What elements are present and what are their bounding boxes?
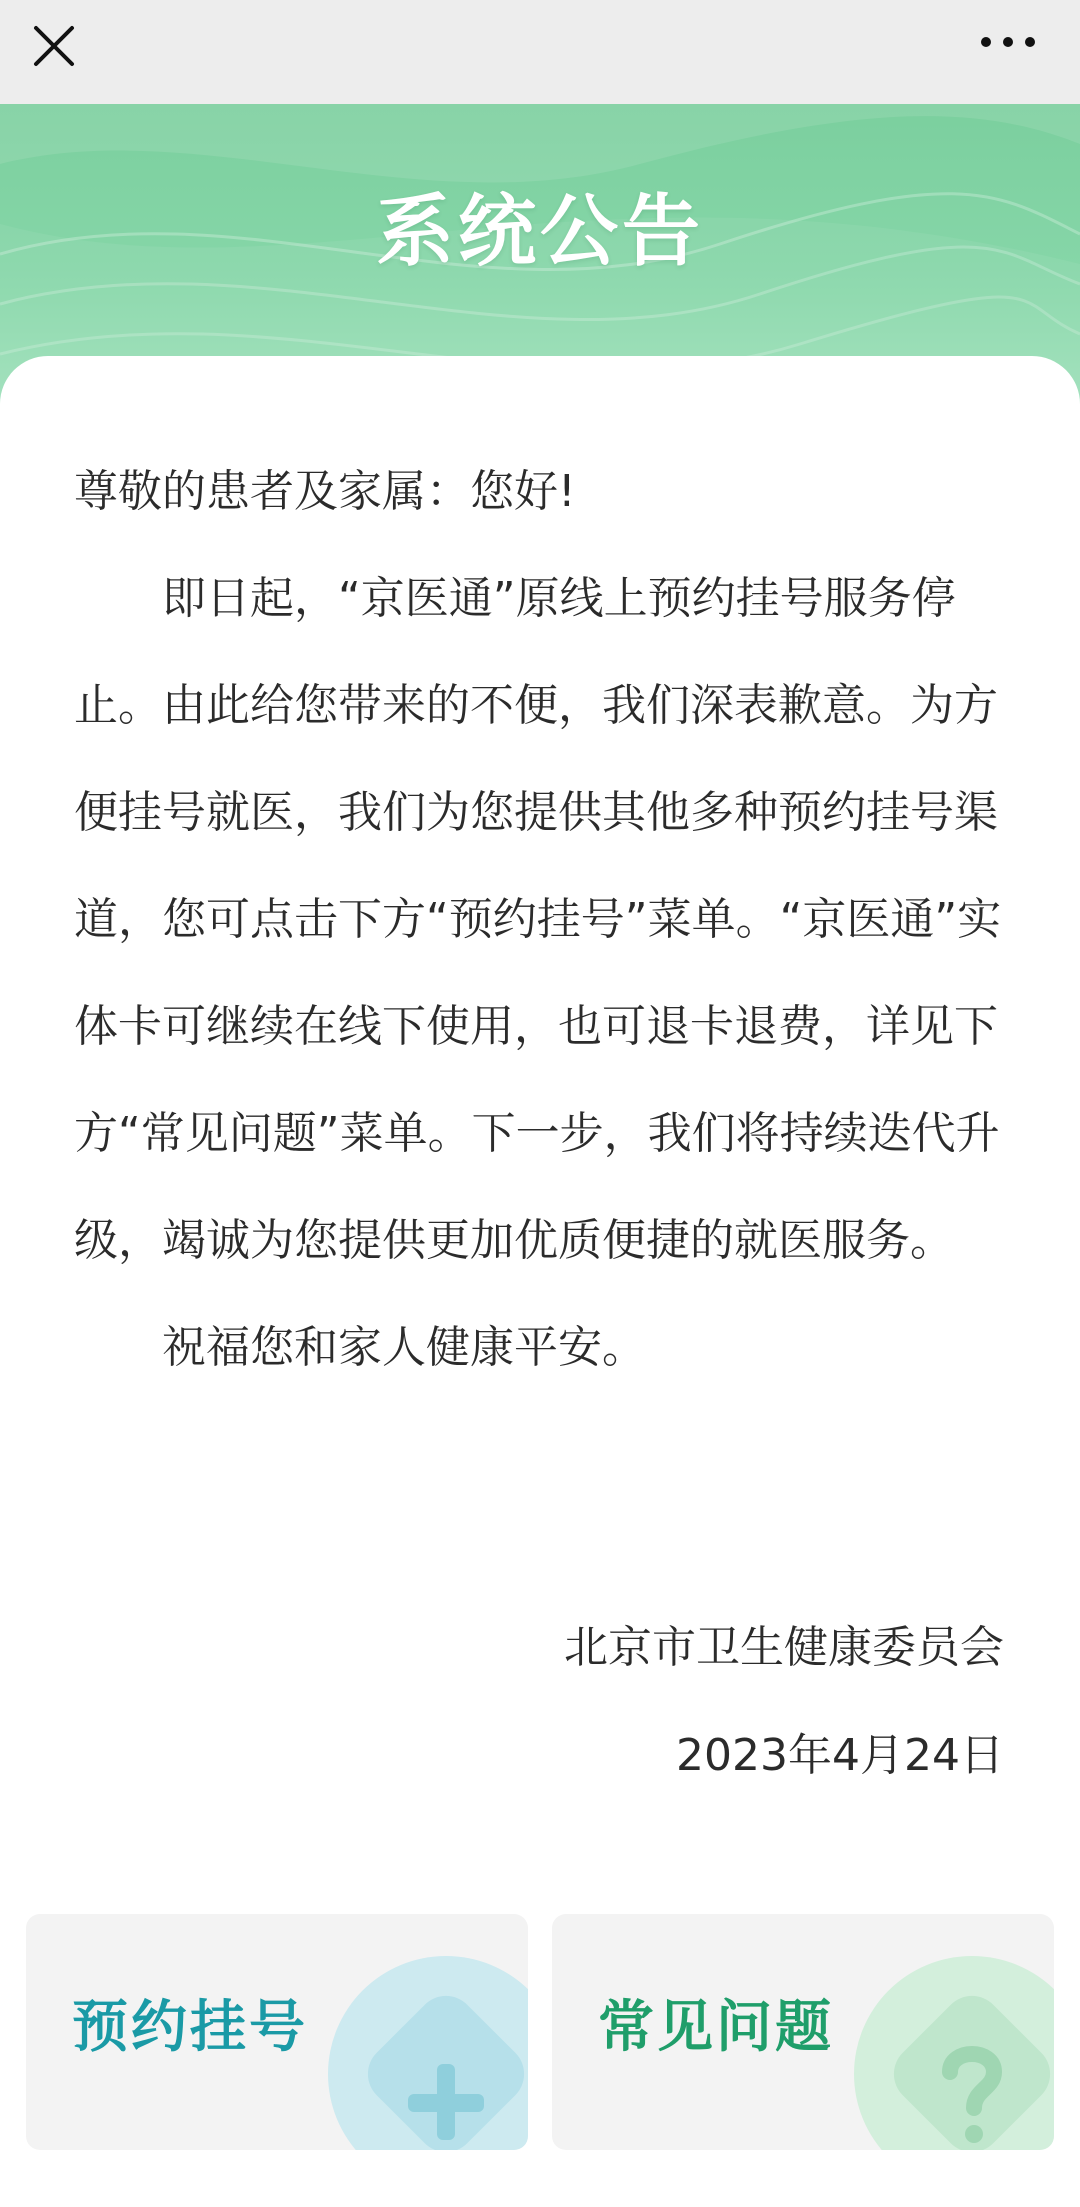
signature-date: 2023年4月24日 [676, 1730, 1004, 1781]
notice-paragraph: 即日起，“京医通”原线上预约挂号服务停止。由此给您带来的不便，我们深表歉意。为方便挂号就医，我们为您提供其他多种预约挂号渠道，您可点击下方“预约挂号”菜单。“京医通”实体卡可继续在线下使用，也可退卡退费，详见下方“常见问题”菜单。下一步，我们将持续迭代升级，竭诚为您提供更加优质便捷的就医服务。 [74, 573, 1002, 1266]
more-options-button[interactable] [966, 14, 1050, 78]
page-title: 系统公告 [375, 187, 704, 277]
appointment-tile-button[interactable] [26, 1914, 528, 2150]
plus-icon [326, 1954, 528, 2150]
close-icon [22, 14, 86, 78]
wishes-text: 祝福您和家人健康平安。 [162, 1322, 646, 1373]
question-icon [852, 1954, 1054, 2150]
faq-tile-button[interactable] [552, 1914, 1054, 2150]
close-button[interactable] [22, 14, 86, 78]
announcement-body [74, 438, 1014, 1401]
faq-tile-label: 常见问题 [598, 1995, 834, 2060]
more-icon [966, 14, 1050, 78]
signature-organization: 北京市卫生健康委员会 [564, 1622, 1004, 1673]
top-nav-bar [0, 0, 1080, 104]
appointment-tile-label: 预约挂号 [72, 1995, 308, 2060]
greeting-text: 尊敬的患者及家属：您好! [74, 466, 576, 517]
